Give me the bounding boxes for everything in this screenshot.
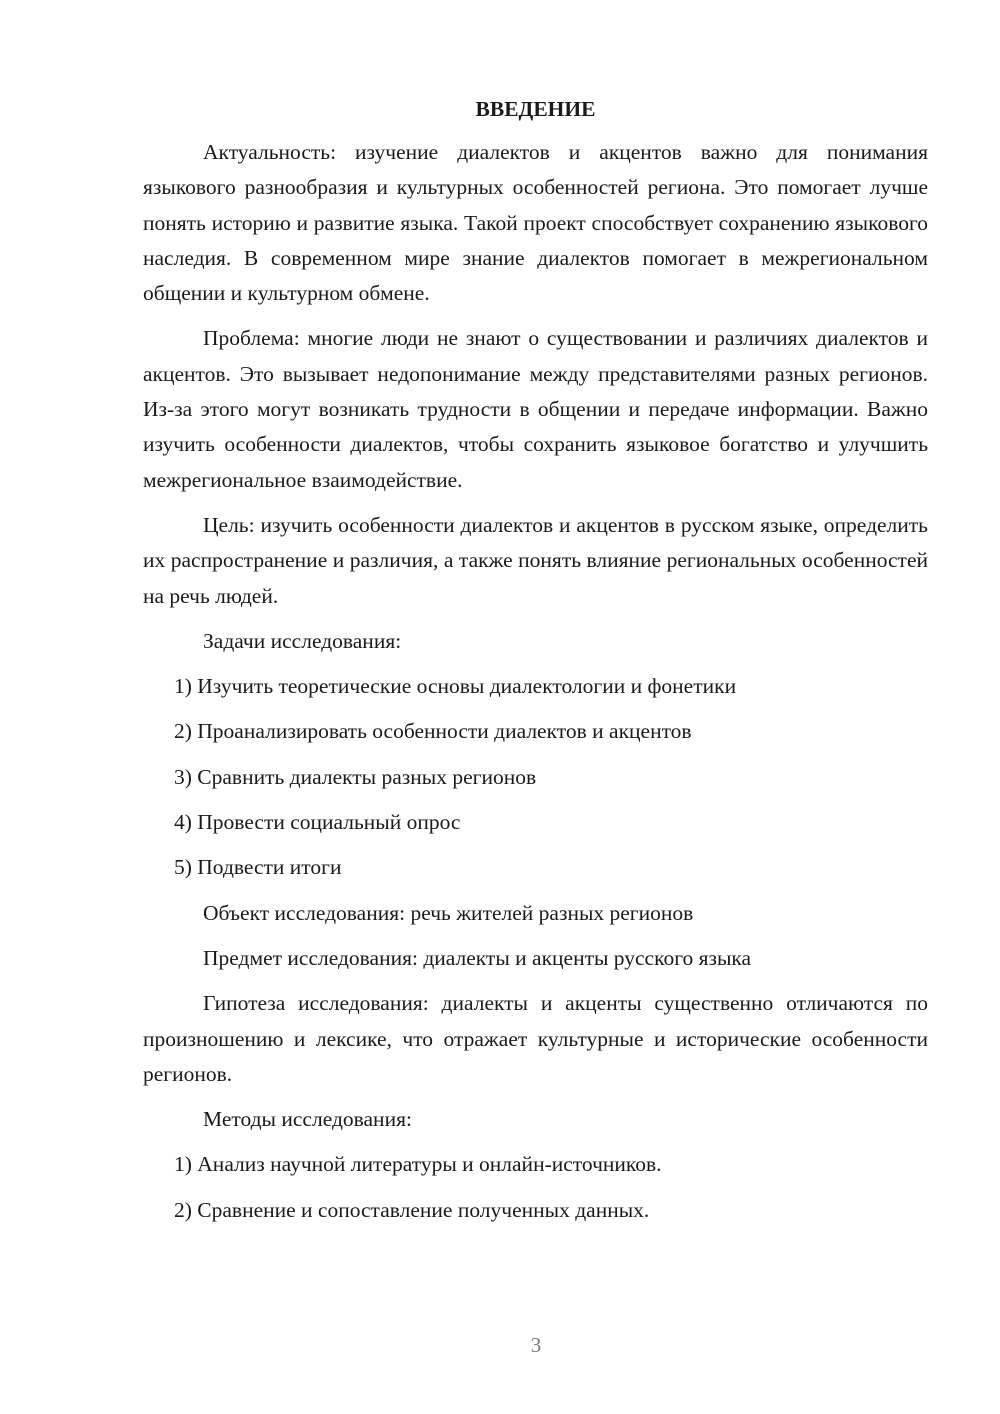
relevance-paragraph: Актуальность: изучение диалектов и акцентов важно для понимания языкового разнообразия и культурных особенностей региона. Это помогает лучше понять историю и развитие языка. Такой проект способствует сохранению языкового наследия. В современном мире знание диалектов помогает в межрегиональном общении и культурном обмене.	[143, 140, 928, 306]
tasks-list	[143, 669, 928, 885]
hypothesis-paragraph: Гипотеза исследования: диалекты и акценты существенно отличаются по произношению и лексике, что отражает культурные и исторические особенности регионов.	[143, 991, 928, 1086]
method-item: 2) Сравнение и сопоставление полученных данных.	[174, 1197, 650, 1222]
methods-heading: Методы исследования:	[203, 1107, 412, 1132]
task-item: 3) Сравнить диалекты разных регионов	[174, 764, 537, 789]
task-item: 5) Подвести итоги	[174, 855, 342, 880]
section-title: ВВЕДЕНИЕ	[475, 97, 596, 121]
task-item: 1) Изучить теоретические основы диалектологии и фонетики	[174, 674, 737, 699]
problem-paragraph: Проблема: многие люди не знают о существовании и различиях диалектов и акцентов. Это вызывает недопонимание между представителями разных регионов. Из-за этого могут возникать трудности в общении и передаче информации. Важно изучить особенности диалектов, чтобы сохранить языковое богатство и улучшить межрегиональное взаимодействие.	[143, 326, 928, 492]
task-item: 4) Провести социальный опрос	[174, 810, 461, 835]
page-number: 3	[530, 1333, 542, 1357]
goal-paragraph: Цель: изучить особенности диалектов и акцентов в русском языке, определить их распространение и различия, а также понять влияние региональных особенностей на речь людей.	[143, 512, 928, 608]
method-item: 1) Анализ научной литературы и онлайн-источников.	[174, 1152, 662, 1177]
research-subject: Предмет исследования: диалекты и акценты русского языка	[203, 945, 752, 970]
research-object: Объект исследования: речь жителей разных регионов	[203, 900, 694, 925]
task-item: 2) Проанализировать особенности диалектов и акцентов	[174, 719, 692, 744]
tasks-heading: Задачи исследования:	[203, 628, 402, 653]
document-body	[143, 92, 928, 1238]
methods-list	[143, 1147, 928, 1228]
